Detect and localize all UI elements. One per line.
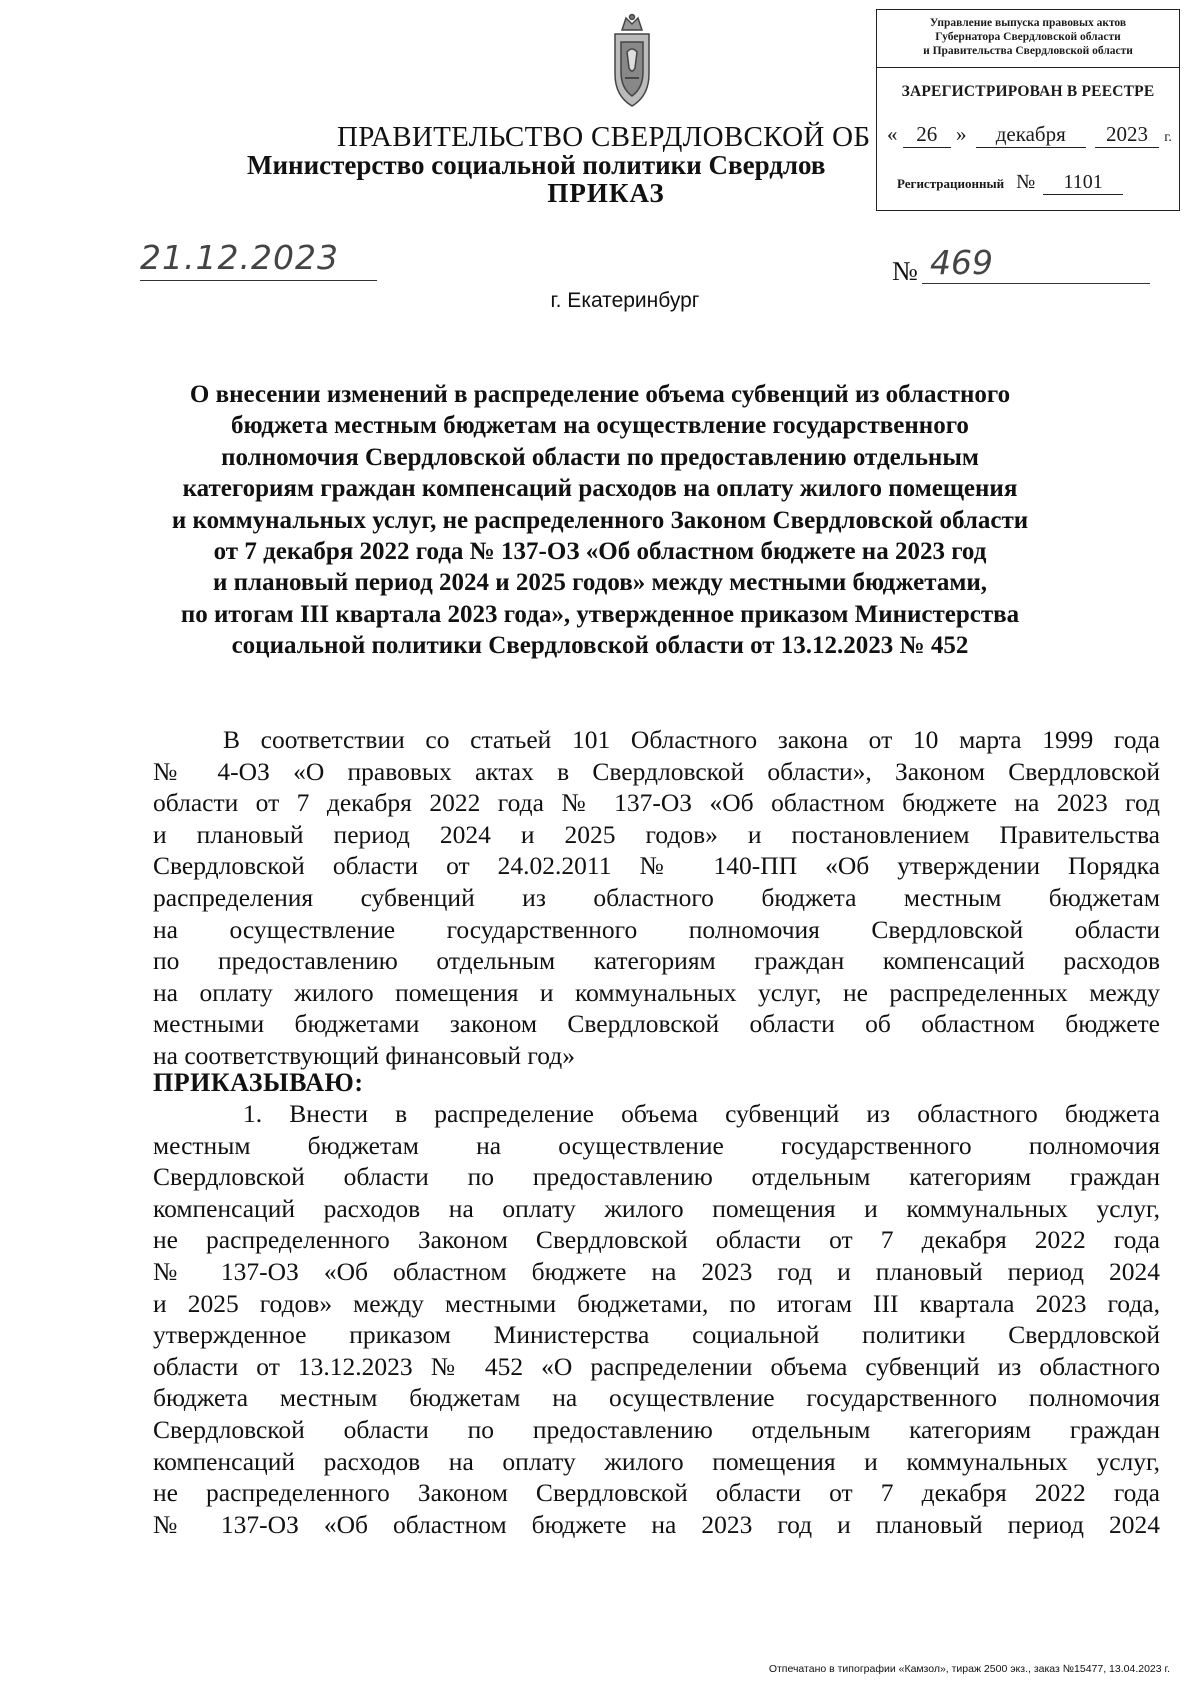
order-title: О внесении изменений в распределение объема субвенций из областного бюджета местным бюджетам на осуществление государственного полномочия Свердловской области по предоставлению отдельным категориям граждан компенсаций расходов на оплату жилого помещения и коммунальных услуг, не распределенного Законом Свердловской области от 7 декабря 2022 года № 137-ОЗ «Об областном бюджете на 2023 год и плановый период 2024 и 2025 годов» между местными бюджетами, по итогам III квартала 2023 года», утвержденное приказом Министерства социальной политики Свердловской области от 13.12.2023 № 452 [171, 381, 1029, 660]
print-footer: Отпечатано в типографии «Камзол», тираж 2500 экз., заказ №15477, 13.04.2023 г. [768, 1663, 1170, 1675]
city: г. Екатеринбург [550, 289, 700, 312]
coat-of-arms-icon [607, 12, 657, 110]
stamp-year: 2023 [1095, 122, 1159, 148]
stamp-month: декабря [976, 122, 1086, 148]
stamp-reg-number-row: Регистрационный № 1101 [897, 171, 1177, 195]
handwritten-date: 21.12.2023 [140, 238, 339, 277]
order-word: ПРИКАЗЫВАЮ: [153, 1068, 364, 1097]
number-sign: № [892, 256, 918, 286]
preamble-paragraph: В соответствии со статьей 101 Областного закона от 10 марта 1999 года № 4-ОЗ «О правовых актах в Свердловской области», Законом Свердловской области от 7 декабря 2022 года № 137-ОЗ «Об областном бюджете на 2023 год и плановый период 2024 и 2025 годов» и постановлением Правительства Свердловской области от 24.02.2011 № 140-ПП «Об утверждении Порядка распределения субвенций из областного бюджета местным бюджетам на осуществление государственного полномочия Свердловской области по предоставлению отдельным категориям граждан компенсаций расходов на оплату жилого помещения и коммунальных услуг, не распределенных между местными бюджетами законом Свердловской области об областном бюджете на соответствующий финансовый год» [153, 725, 1160, 1070]
handwritten-number: 469 [930, 243, 993, 282]
stamp-reg-number: 1101 [1043, 171, 1123, 195]
stamp-day: 26 [903, 122, 951, 148]
date-underline [140, 280, 377, 281]
stamp-date: « 26 » декабря 2023 г. [887, 122, 1172, 146]
item-1-paragraph: 1. Внести в распределение объема субвенций из областного бюджета местным бюджетам на осуществление государственного полномочия Свердловской области по предоставлению отдельным категориям граждан компенсаций расходов на оплату жилого помещения и коммунальных услуг, не распределенного Законом Свердловской области от 7 декабря 2022 года № 137-ОЗ «Об областном бюджете на 2023 год и плановый период 2024 и 2025 годов» между местными бюджетами, по итогам III квартала 2023 года, утвержденное приказом Министерства социальной политики Свердловской области от 13.12.2023 № 452 «О распределении объема субвенций из областного бюджета местным бюджетам на осуществление государственного полномочия Свердловской области по предоставлению отдельным категориям граждан компенсаций расходов на оплату жилого помещения и коммунальных услуг, не распределенного Законом Свердловской области от 7 декабря 2022 года № 137-ОЗ «Об областном бюджете на 2023 год и плановый период 2024 [153, 1099, 1160, 1539]
government-heading: ПРАВИТЕЛЬСТВО СВЕРДЛОВСКОЙ ОБ [337, 121, 871, 153]
ministry-heading: Министерство социальной политики Свердлов [247, 150, 826, 180]
stamp-registered-label: ЗАРЕГИСТРИРОВАН В РЕЕСТРЕ [901, 83, 1155, 100]
stamp-header: Управление выпуска правовых актов Губернатора Свердловской области и Правительства Свердловской области [877, 10, 1179, 68]
document-type: ПРИКАЗ [547, 178, 665, 208]
number-underline [922, 283, 1150, 284]
